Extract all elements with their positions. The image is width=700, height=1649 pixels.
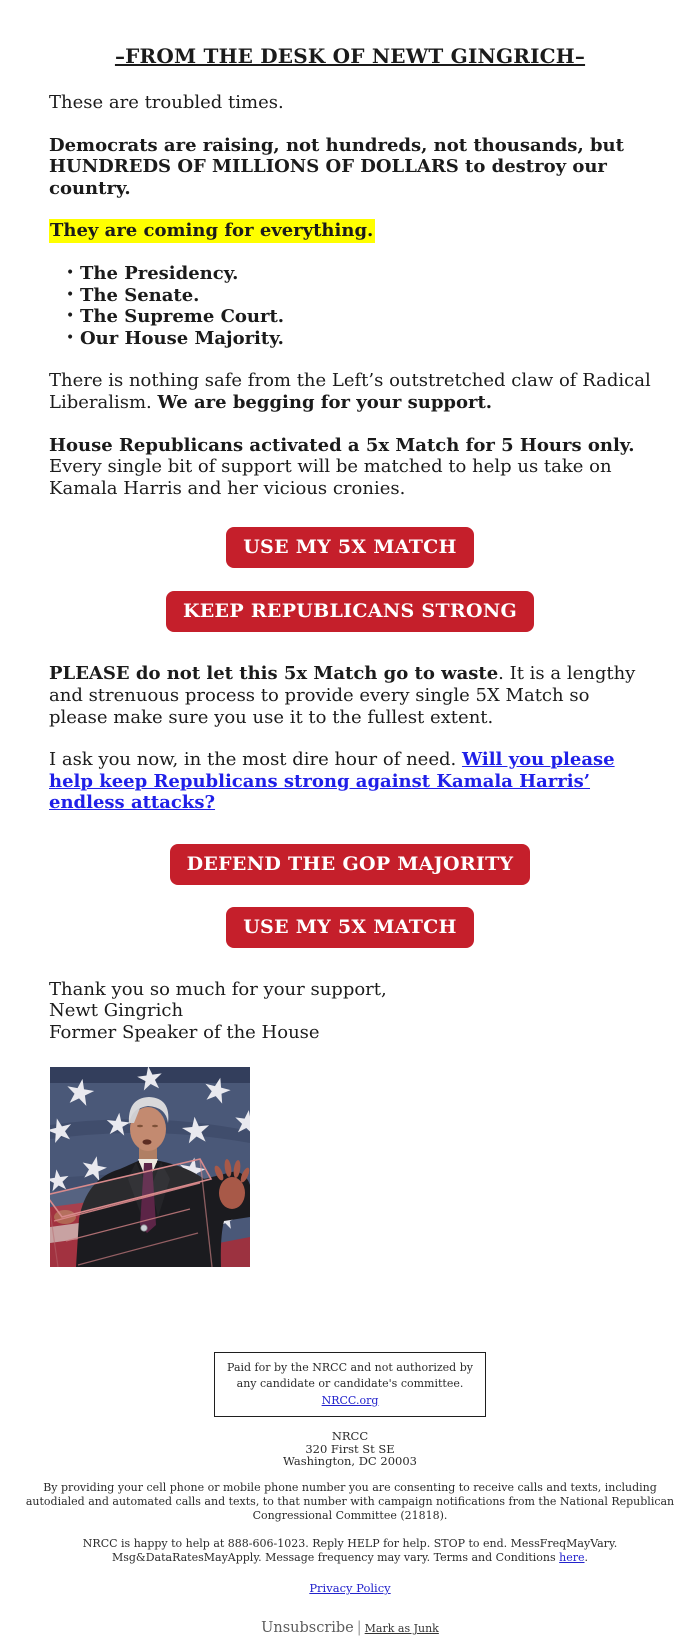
button-row-4 — [49, 907, 651, 948]
privacy-policy-link[interactable]: Privacy Policy — [309, 1581, 391, 1596]
button-row-1 — [49, 527, 651, 568]
help-text — [24, 1537, 676, 1566]
keep-republicans-strong-button[interactable]: KEEP REPUBLICANS STRONG — [166, 591, 534, 632]
appeal-paragraph — [49, 749, 651, 814]
defend-gop-majority-button[interactable]: DEFEND THE GOP MAJORITY — [170, 844, 531, 885]
terms-link[interactable]: here — [559, 1550, 585, 1564]
appeal-donate-link[interactable]: Will you please help keep Republicans strong against Kamala Harris’ endless attacks? — [49, 749, 615, 814]
list-item-supreme-court: • The Supreme Court. — [80, 306, 651, 328]
use-my-5x-match-button-1[interactable]: USE MY 5X MATCH — [226, 527, 474, 568]
support-text-bold: We are begging for your support. — [157, 391, 493, 413]
support-text-plain: There is nothing safe from the Left’s outstretched claw of Radical Liberalism. — [49, 370, 651, 413]
list-item-senate: • The Senate. — [80, 285, 651, 307]
nrcc-address — [0, 1430, 700, 1468]
address-street: 320 First St SE — [305, 1441, 395, 1456]
list-item-presidency: • The Presidency. — [80, 263, 651, 285]
signoff — [49, 979, 651, 1044]
match-text-bold: House Republicans activated a 5x Match for 5 Hours only. — [49, 434, 635, 456]
address-city: Washington, DC 20003 — [283, 1454, 417, 1469]
help-text-period: . — [584, 1550, 589, 1564]
paid-for-disclaimer — [214, 1352, 486, 1418]
use-my-5x-match-button-2[interactable]: USE MY 5X MATCH — [226, 907, 474, 948]
sms-consent-text: By providing your cell phone or mobile phone number you are consenting to receive calls and texts, including autodialed and automated calls and texts, to that number with campaign notifications from the National Republican Congressional Committee (21818). — [25, 1480, 675, 1523]
page-title: –FROM THE DESK OF NEWT GINGRICH– — [114, 44, 586, 68]
help-text-plain: NRCC is happy to help at 888-606-1023. Reply HELP for help. STOP to end. MessFreqMayVary. Msg&DataRatesMayApply. Message frequency may vary. Terms and Conditions — [82, 1536, 618, 1564]
appeal-text-plain: I ask you now, in the most dire hour of need. — [49, 749, 462, 771]
threat-list — [49, 263, 651, 349]
waste-text-plain: . It is a lengthy and strenuous process to provide every single 5X Match so please make sure you use it to the fullest extent. — [49, 663, 636, 728]
list-item-house-majority: • Our House Majority. — [80, 328, 651, 350]
match-paragraph — [49, 435, 651, 500]
match-text-plain: Every single bit of support will be matched to help us take on Kamala Harris and her vicious cronies. — [49, 456, 612, 499]
mark-as-junk-link[interactable]: Mark as Junk — [364, 1621, 439, 1635]
support-paragraph — [49, 370, 651, 413]
highlight-text: They are coming for everything. — [50, 220, 374, 242]
disclaimer-text: Paid for by the NRCC and not authorized by any candidate or candidate's committee. — [227, 1360, 473, 1391]
newt-gingrich-photo — [50, 1067, 250, 1267]
warning-text: Democrats are raising, not hundreds, not thousands, but HUNDREDS OF MILLIONS OF DOLLARS to destroy our country. — [49, 134, 624, 199]
address-org: NRCC — [331, 1429, 369, 1444]
unsubscribe-link[interactable]: Unsubscribe — [261, 1619, 354, 1636]
waste-paragraph — [49, 663, 651, 728]
email-footer — [0, 1352, 700, 1638]
warning-paragraph — [49, 135, 651, 200]
unsubscribe-row — [0, 1620, 700, 1637]
intro-text: These are troubled times. — [49, 92, 284, 113]
nrcc-org-link[interactable]: NRCC.org — [321, 1393, 379, 1407]
signoff-name: Newt Gingrich — [49, 1000, 184, 1022]
unsubscribe-separator: | — [356, 1619, 362, 1636]
highlight-paragraph — [49, 220, 651, 242]
button-row-3 — [49, 844, 651, 885]
signoff-role: Former Speaker of the House — [49, 1022, 320, 1044]
waste-text-bold: PLEASE do not let this 5x Match go to waste — [49, 663, 499, 685]
button-row-2 — [49, 591, 651, 632]
intro-paragraph — [49, 92, 651, 114]
signoff-thanks: Thank you so much for your support, — [49, 978, 387, 1000]
privacy-row — [0, 1582, 700, 1596]
